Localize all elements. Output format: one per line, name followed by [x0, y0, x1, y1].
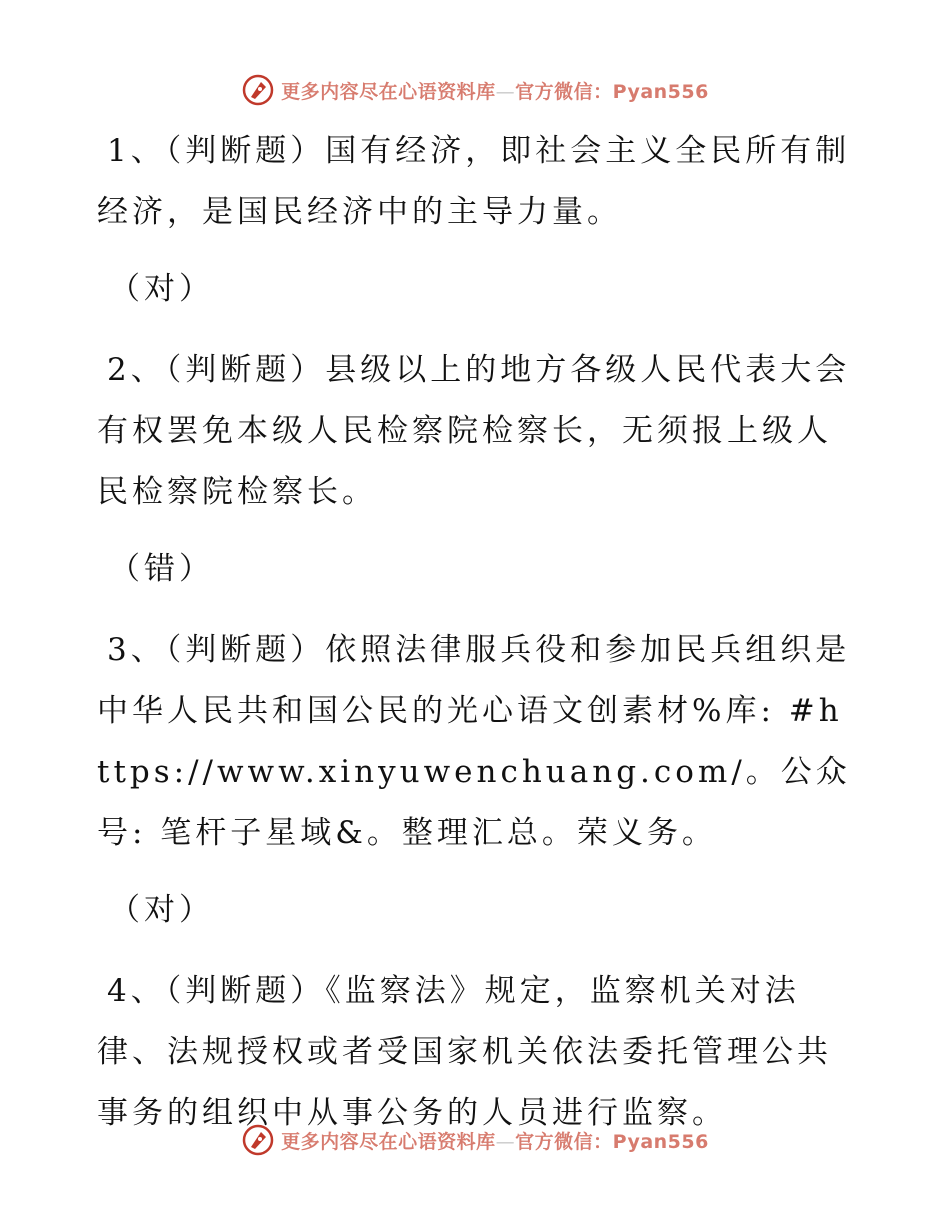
- banner-separator: —: [495, 80, 516, 103]
- banner-suffix: 官方微信：Pyan556: [515, 1130, 709, 1153]
- banner-text: [281, 77, 709, 104]
- question-text: （判断题）依照法律服兵役和参加民兵组织是中华人民共和国公民的光心语文创素材%库: #https://www.xinyuwenchuang.com/。公众号: 笔杆子星域&。整理汇总。荣义务。: [97, 632, 851, 851]
- banner-separator: —: [495, 1130, 516, 1153]
- question-number: 3、: [107, 632, 166, 668]
- answer-1: （对）: [109, 271, 214, 307]
- banner-title: 更多内容尽在心语资料库: [281, 1130, 496, 1153]
- document-body: [97, 121, 857, 1144]
- question-3: [97, 620, 857, 864]
- pen-nib-icon: [241, 1123, 275, 1157]
- banner-suffix: 官方微信：Pyan556: [515, 80, 709, 103]
- question-text: （判断题）县级以上的地方各级人民代表大会有权罢免本级人民检察院检察长，无须报上级人民检察院检察长。: [97, 352, 851, 510]
- question-number: 2、: [107, 352, 166, 388]
- question-4: [97, 961, 857, 1144]
- question-2: [97, 340, 857, 523]
- answer-3: （对）: [109, 892, 214, 928]
- banner-text: [281, 1127, 709, 1154]
- question-1: [97, 121, 857, 243]
- question-number: 4、: [107, 973, 166, 1009]
- banner-title: 更多内容尽在心语资料库: [281, 80, 496, 103]
- question-text: （判断题）国有经济，即社会主义全民所有制经济，是国民经济中的主导力量。: [97, 133, 851, 230]
- question-text: （判断题）《监察法》规定，监察机关对法律、法规授权或者受国家机关依法委托管理公共事务的组织中从事公务的人员进行监察。: [97, 973, 832, 1131]
- header-banner: [0, 70, 950, 110]
- answer-2: （错）: [109, 551, 214, 587]
- footer-banner: [0, 1120, 950, 1160]
- question-number: 1、: [107, 133, 166, 169]
- pen-nib-icon: [241, 73, 275, 107]
